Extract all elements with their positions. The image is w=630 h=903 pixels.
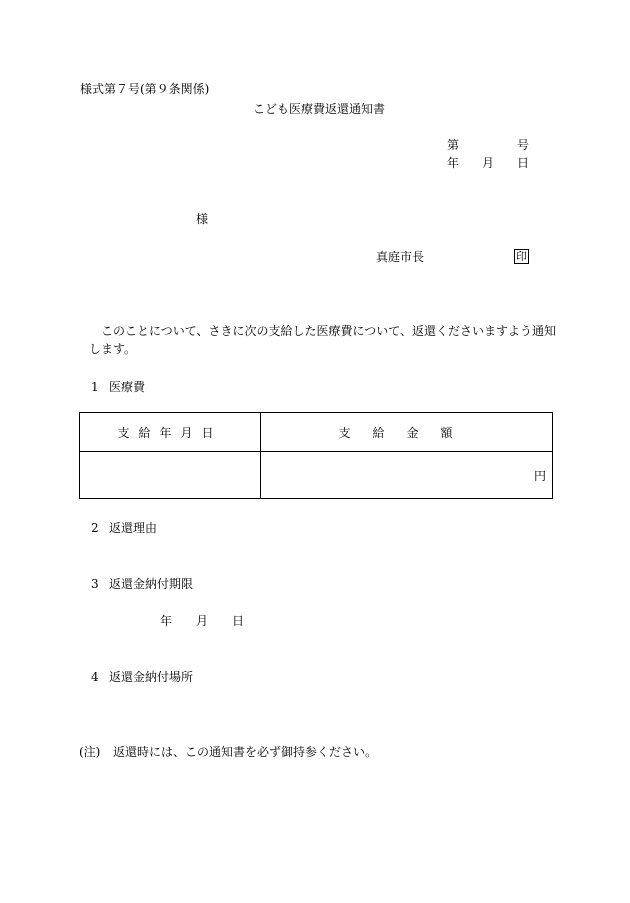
section-2-number: 2 bbox=[91, 521, 99, 535]
section-3-number: 3 bbox=[91, 577, 99, 591]
header-payment-date: 支給年月日 bbox=[80, 413, 261, 452]
cell-payment-date bbox=[80, 452, 261, 499]
date-year: 年 bbox=[447, 156, 460, 170]
section-1-number: 1 bbox=[91, 380, 99, 394]
date-day: 日 bbox=[517, 156, 530, 170]
seal-mark bbox=[514, 249, 529, 264]
document-title: こども医療費返還通知書 bbox=[253, 102, 386, 116]
deadline-day: 日 bbox=[232, 614, 245, 628]
doc-number-suffix: 号 bbox=[517, 138, 530, 152]
section-1-label: 医療費 bbox=[109, 380, 146, 394]
form-number: 様式第７号(第９条関係) bbox=[80, 82, 210, 96]
seal-label: 印 bbox=[516, 250, 527, 263]
header-payment-amount: 支給金額 bbox=[261, 413, 553, 452]
section-3-label: 返還金納付期限 bbox=[109, 577, 194, 591]
issuer-name: 真庭市長 bbox=[376, 250, 425, 264]
note-label: (注) bbox=[79, 745, 101, 759]
section-4-number: 4 bbox=[91, 670, 99, 684]
body-line-2: します。 bbox=[89, 342, 137, 356]
body-line-1: このことについて、さきに次の支給した医療費について、返還くださいますよう通知 bbox=[101, 324, 557, 338]
addressee-suffix: 様 bbox=[196, 212, 209, 226]
table-header-row bbox=[80, 413, 553, 452]
section-4-label: 返還金納付場所 bbox=[109, 670, 194, 684]
table-row bbox=[80, 452, 553, 499]
note-text: 返還時には、この通知書を必ず御持参ください。 bbox=[113, 745, 378, 759]
deadline-year: 年 bbox=[160, 614, 173, 628]
deadline-month: 月 bbox=[196, 614, 209, 628]
doc-number-prefix: 第 bbox=[447, 138, 460, 152]
section-2-label: 返還理由 bbox=[109, 521, 158, 535]
date-month: 月 bbox=[482, 156, 495, 170]
medical-expense-table bbox=[79, 412, 553, 499]
cell-payment-amount bbox=[261, 452, 553, 499]
amount-unit: 円 bbox=[533, 468, 546, 483]
